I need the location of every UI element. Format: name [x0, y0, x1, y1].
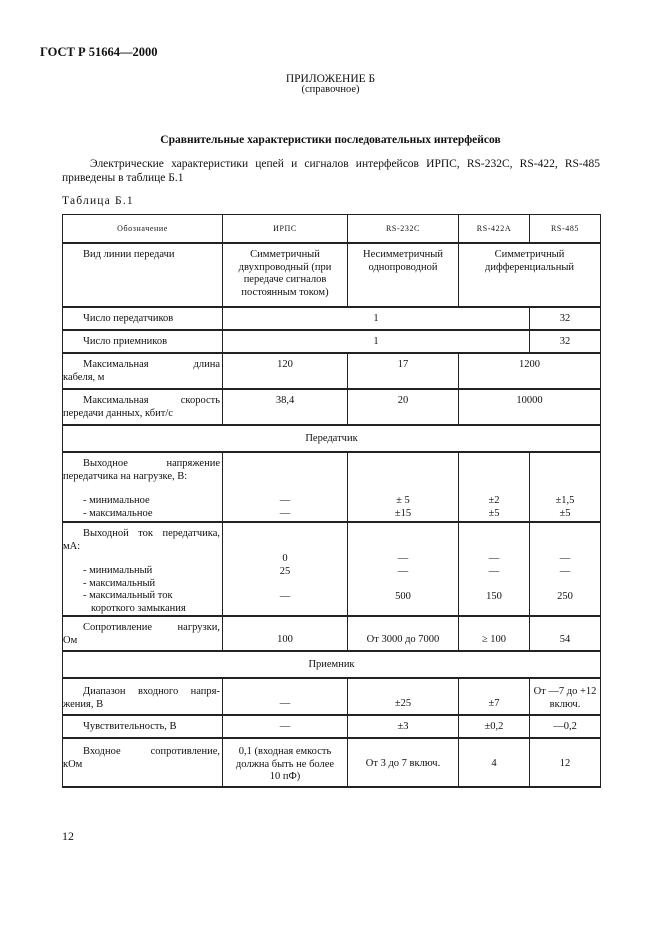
document-header: ГОСТ Р 51664—2000	[40, 45, 158, 59]
cell: ≥ 100	[459, 616, 530, 651]
table-row	[63, 452, 601, 522]
row-label	[63, 353, 223, 389]
cell: 32	[530, 307, 601, 330]
cell-line: ± 5	[396, 495, 410, 506]
cell-line: 250	[557, 590, 573, 602]
cell	[348, 522, 459, 616]
cell-line: 25	[279, 565, 291, 577]
row-label-line: кОм	[63, 758, 83, 770]
cell	[530, 522, 601, 616]
cell: 4	[459, 738, 530, 787]
table-section-row	[63, 651, 601, 678]
comparison-table	[62, 214, 601, 788]
cell-line: —	[279, 495, 291, 506]
cell: ±0,2	[459, 715, 530, 738]
cell	[223, 522, 348, 616]
cell-line: ±5	[559, 507, 571, 519]
table-row	[63, 307, 601, 330]
col-header-rs232: RS-232С	[348, 215, 459, 244]
section-title: Сравнительные характеристики последовательных интерфейсов	[160, 134, 501, 146]
cell: 1200	[459, 353, 601, 389]
cell: 32	[530, 330, 601, 353]
table-row	[63, 678, 601, 715]
row-sublabel: - максимальный ток	[83, 590, 173, 601]
cell: 1	[223, 307, 530, 330]
cell: От 3 до 7 включ.	[348, 738, 459, 787]
cell-line: —	[559, 565, 571, 577]
cell: ±7	[459, 678, 530, 715]
cell	[459, 452, 530, 522]
cell-line: 500	[395, 590, 411, 602]
col-header-irps: ИРПС	[223, 215, 348, 244]
table-row	[63, 715, 601, 738]
cell: 12	[530, 738, 601, 787]
cell-line: —	[279, 507, 291, 519]
row-label	[63, 522, 223, 616]
cell-line: ±1,5	[555, 495, 575, 506]
row-label-line: передатчика на нагрузке, В:	[63, 470, 188, 482]
row-label-line: Выходной ток передатчика,	[83, 528, 220, 539]
cell-line: —	[397, 565, 409, 577]
cell: 17	[348, 353, 459, 389]
row-label-line: передачи данных, кбит/с	[63, 407, 173, 419]
table-row	[63, 522, 601, 616]
col-header-rs422: RS-422А	[459, 215, 530, 244]
row-label-line: Выходное напряжение	[83, 458, 220, 469]
cell-line: —	[397, 553, 409, 564]
row-label	[63, 389, 223, 425]
cell: 54	[530, 616, 601, 651]
cell: 0,1 (входная емкость должна быть не более 10 пФ)	[223, 738, 348, 787]
cell-line: ±5	[488, 507, 500, 519]
appendix-subtitle: (справочное)	[301, 84, 360, 95]
row-label	[63, 616, 223, 651]
row-sublabel: - максимальное	[83, 507, 153, 519]
row-label	[63, 738, 223, 787]
row-label	[63, 678, 223, 715]
col-header-rs485: RS-485	[530, 215, 601, 244]
row-label: Чувствительность, В	[63, 715, 223, 738]
cell: Симметричный двухпроводный (при передаче сигналов постоянным током)	[223, 243, 348, 307]
cell-line: 150	[486, 590, 502, 602]
cell: 100	[223, 616, 348, 651]
cell: —0,2	[530, 715, 601, 738]
cell: От 3000 до 7000	[348, 616, 459, 651]
row-label-line: мА:	[63, 540, 81, 552]
cell: Симметричный дифференциальный	[459, 243, 601, 307]
table-header-row	[63, 215, 601, 244]
cell: От —7 до +12 включ.	[530, 678, 601, 715]
cell: ±3	[348, 715, 459, 738]
cell: 120	[223, 353, 348, 389]
cell: 38,4	[223, 389, 348, 425]
table-section-row	[63, 425, 601, 452]
cell	[459, 522, 530, 616]
table-row	[63, 330, 601, 353]
cell	[348, 452, 459, 522]
cell: 10000	[459, 389, 601, 425]
col-header-name: Обозначение	[63, 215, 223, 244]
cell: 20	[348, 389, 459, 425]
cell: ±25	[348, 678, 459, 715]
page-number: 12	[62, 829, 74, 843]
cell-line: —	[559, 553, 571, 564]
row-label: Число приемников	[63, 330, 223, 353]
cell-line: —	[488, 565, 500, 577]
cell	[530, 452, 601, 522]
cell: Несимметричный однопроводной	[348, 243, 459, 307]
row-sublabel: короткого замыкания	[91, 602, 186, 614]
intro-paragraph: Электрические характеристики цепей и сигналов интерфейсов ИРПС, RS-232С, RS-422, RS-485 приведены в таблице Б.1	[62, 158, 600, 184]
table-row	[63, 243, 601, 307]
row-label-line: жения, В	[63, 698, 104, 710]
section-receiver: Приемник	[63, 651, 601, 678]
cell-line: —	[488, 553, 500, 564]
table-row	[63, 389, 601, 425]
row-sublabel: - минимальное	[83, 495, 150, 506]
row-label	[63, 452, 223, 522]
row-label-line: Максимальная скорость	[83, 395, 220, 406]
table-row	[63, 738, 601, 787]
table-row	[63, 616, 601, 651]
row-sublabel: - минимальный	[83, 565, 153, 576]
row-label-line: Ом	[63, 634, 78, 646]
cell: —	[223, 715, 348, 738]
cell-line: —	[279, 590, 291, 602]
cell-line: 0	[282, 553, 288, 564]
row-label-line: Входное сопротивление,	[83, 746, 220, 757]
row-label: Число передатчиков	[63, 307, 223, 330]
section-transmitter: Передатчик	[63, 425, 601, 452]
row-label-line: кабеля, м	[63, 371, 105, 383]
appendix-title: ПРИЛОЖЕНИЕ Б	[285, 73, 376, 85]
row-label-line: Сопротивление нагрузки,	[83, 622, 220, 633]
cell	[223, 452, 348, 522]
table-label: Таблица Б.1	[62, 195, 134, 207]
row-sublabel: - максимальный	[83, 577, 156, 589]
cell: —	[223, 678, 348, 715]
table-row	[63, 353, 601, 389]
cell: 1	[223, 330, 530, 353]
row-label-line: Максимальная длина	[83, 359, 220, 370]
cell-line: ±2	[488, 495, 500, 506]
row-label-line: Диапазон входного напря-	[83, 686, 220, 697]
row-label: Вид линии передачи	[63, 243, 223, 307]
cell-line: ±15	[394, 507, 412, 519]
